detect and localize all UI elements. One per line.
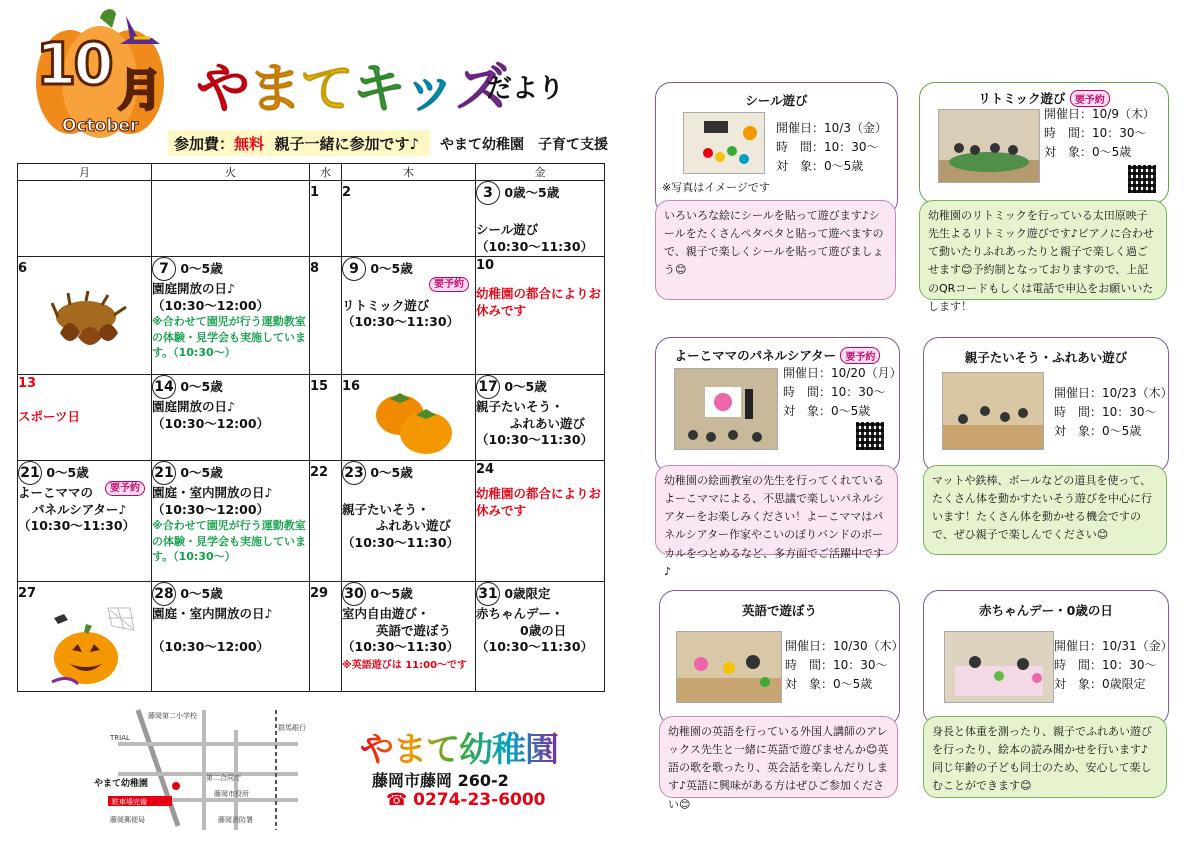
- day-number: 13: [18, 375, 37, 391]
- card-title: よーこママのパネルシアター: [674, 348, 836, 363]
- day-cell: [152, 460, 310, 581]
- day-number: 27: [18, 585, 37, 601]
- event-name: よーこママの: [18, 484, 94, 500]
- age-range: 0～5歳: [180, 378, 223, 394]
- day-cell: [152, 581, 310, 691]
- event-time: （10:30～11:30）: [476, 238, 594, 254]
- day-number-circled: 28: [152, 582, 176, 606]
- fee-text: [174, 133, 419, 154]
- event-name-line2: パネルシアター♪: [32, 501, 127, 517]
- card-info: [1054, 384, 1173, 442]
- card-date: 開催日：10/30（木）: [785, 639, 904, 653]
- event-name-line2: ふれあい遊び: [376, 518, 452, 534]
- event-card-rhythmic: [919, 82, 1169, 204]
- day-cell: [310, 374, 342, 460]
- age-range: 0～5歳: [370, 464, 413, 480]
- day-cell: [476, 581, 605, 691]
- day-number-circled: 7: [152, 257, 176, 281]
- day-cell-empty: [18, 181, 152, 257]
- day-number-circled: 9: [342, 257, 366, 281]
- logo-text: やまて幼稚園: [360, 730, 558, 770]
- day-cell: [310, 460, 342, 581]
- event-time: （10:30～11:30）: [476, 432, 594, 448]
- photo-caption: ※写真はイメージです: [662, 181, 770, 194]
- card-time: 時 間：10：30～: [785, 658, 888, 673]
- card-title: シール遊び: [745, 93, 808, 108]
- event-name-line2: ふれあい遊び: [510, 415, 586, 431]
- reservation-badge: 要予約: [840, 347, 880, 364]
- card-time: 時 間：10：30～: [1054, 658, 1157, 673]
- title-char: ッ: [402, 57, 455, 120]
- closed-notice: 幼稚園の都合によりお休みです: [476, 286, 602, 319]
- event-time: （10:30～11:30）: [342, 535, 460, 551]
- day-cell: [476, 374, 605, 460]
- map-label: 駐車場完備: [112, 798, 147, 806]
- fee-note: 親子一緒に参加です♪: [274, 135, 420, 153]
- event-card-panel-theater: [655, 337, 900, 473]
- event-name-line2: 0歳の日: [520, 622, 567, 638]
- holiday-name: スポーツ日: [18, 409, 81, 425]
- calendar-table: [17, 163, 605, 692]
- card-target: 対 象：0～5歳: [1044, 145, 1132, 160]
- qr-code-icon[interactable]: [1128, 165, 1156, 193]
- day-cell: [310, 256, 342, 374]
- weekday-fri: 金: [476, 164, 605, 181]
- title-char: て: [300, 57, 352, 120]
- newsletter-title: [196, 46, 507, 123]
- day-cell: [342, 374, 476, 460]
- phone-icon: ☎: [386, 790, 408, 810]
- map-label: 藤岡市役所: [214, 790, 249, 798]
- school-label: やまて幼稚園 子育て支援: [440, 137, 608, 153]
- event-name: 園庭・室内開放の日♪: [152, 484, 273, 500]
- fee-label: 参加費：: [174, 135, 235, 153]
- day-cell-empty: [152, 181, 310, 257]
- day-cell: [152, 256, 310, 374]
- map-label: 第二合同庁: [206, 774, 241, 782]
- day-cell: [476, 460, 605, 581]
- age-range: 0～5歳: [46, 464, 89, 480]
- card-time: 時 間：10：30～: [1054, 405, 1157, 420]
- card-date: 開催日：10/20（月）: [783, 366, 902, 380]
- day-cell: [342, 460, 476, 581]
- day-cell: [152, 374, 310, 460]
- day-cell: [18, 460, 152, 581]
- sticker-photo: [683, 112, 765, 174]
- age-range: 0～5歳: [370, 585, 413, 601]
- card-description: マットや鉄棒、ボールなどの道具を使って、たくさん体を動かすたいそう遊びを中心に行います！たくさん体を動かせる機会ですので、ぜひ親子で楽しんでください😊: [923, 465, 1167, 555]
- map-label: 群馬銀行: [278, 724, 306, 732]
- day-cell: [342, 256, 476, 374]
- reservation-badge: 要予約: [105, 481, 145, 497]
- map-label: やまて幼稚園: [94, 779, 149, 789]
- age-range: 0～5歳: [370, 260, 413, 276]
- phone-number: 0274-23-6000: [413, 790, 546, 810]
- reservation-badge: 要予約: [1070, 90, 1110, 107]
- map-label: 藤岡郵便局: [110, 816, 145, 824]
- day-cell: [18, 581, 152, 691]
- day-number-circled: 17: [476, 375, 500, 399]
- day-number: 22: [310, 464, 329, 480]
- day-cell: [476, 256, 605, 374]
- card-description: 幼稚園のリトミックを行っている太田原映子先生よるリトミック遊びです♪ピアノに合わせて動いたりふれあったりと親子で楽しく過ごせます😊予約制となっておりますので、上記のQRコードもしくは電話で申込をお願いいたします！: [919, 200, 1167, 300]
- event-card-english: [659, 590, 904, 726]
- card-title: リトミック遊び: [978, 91, 1066, 106]
- event-time: （10:30～11:30）: [18, 518, 136, 534]
- age-range: 0～5歳: [180, 260, 223, 276]
- weekday-wed: 水: [310, 164, 342, 181]
- english-photo: [676, 631, 782, 703]
- map-label: TRIAL: [110, 734, 130, 742]
- qr-code-icon[interactable]: [856, 422, 884, 450]
- month-number: 10: [36, 30, 111, 98]
- day-cell: [18, 256, 152, 374]
- fee-value: 無料: [234, 135, 265, 153]
- age-range: 0歳～5歳: [504, 185, 560, 200]
- map-label: 藤岡消防署: [218, 816, 253, 824]
- access-map: [94, 710, 306, 830]
- title-char: キ: [352, 57, 403, 120]
- event-time: （10:30～12:00）: [152, 415, 270, 431]
- day-number-circled: 21: [152, 461, 176, 485]
- event-time: （10:30～11:30）: [342, 639, 460, 655]
- day-number: 24: [476, 461, 495, 477]
- day-number: 8: [310, 260, 320, 276]
- card-title-wrap: [656, 346, 899, 364]
- card-target: 対 象：0～5歳: [783, 404, 871, 419]
- event-time: （10:30～11:30）: [342, 314, 460, 330]
- day-number: 16: [342, 378, 361, 394]
- card-info: [785, 637, 904, 695]
- weekday-tue: 火: [152, 164, 310, 181]
- event-card-exercise: [923, 337, 1173, 473]
- event-name: シール遊び: [476, 221, 539, 237]
- reservation-badge: 要予約: [429, 277, 469, 293]
- school-phone: [386, 790, 546, 810]
- event-name: 園庭開放の日♪: [152, 280, 235, 296]
- card-target: 対 象：0歳限定: [1054, 677, 1146, 692]
- school-address: 藤岡市藤岡 260-2: [372, 771, 509, 790]
- weekday-thu: 木: [342, 164, 476, 181]
- day-number: 6: [18, 260, 28, 276]
- event-note: ※合わせて園児が行う運動教室の体験・見学会も実施しています。（10:30～）: [152, 519, 306, 564]
- event-note: ※英語遊びは 11:00～です: [342, 660, 468, 672]
- day-number-circled: 31: [476, 582, 500, 606]
- event-name: 赤ちゃんデー・: [476, 605, 564, 621]
- calendar-week-4: [18, 460, 605, 581]
- event-card-baby-day: [923, 590, 1173, 726]
- day-number: 10: [476, 257, 495, 273]
- calendar-week-1: [18, 181, 605, 257]
- age-range: 0歳限定: [504, 585, 551, 601]
- school-logo: [360, 722, 558, 771]
- card-target: 対 象：0～5歳: [1054, 424, 1142, 439]
- exercise-photo: [942, 372, 1044, 450]
- panel-theater-photo: [674, 368, 778, 450]
- event-name-line2: 英語で遊ぼう: [376, 622, 452, 638]
- rhythmic-photo: [938, 109, 1040, 183]
- title-suffix: だより: [486, 74, 565, 104]
- card-info: [1054, 637, 1173, 695]
- day-number-circled: 21: [18, 461, 42, 485]
- day-cell: [476, 181, 605, 257]
- calendar-week-5: [18, 581, 605, 691]
- persimmon-icon: [370, 383, 460, 455]
- card-target: 対 象：0～5歳: [776, 159, 864, 174]
- weekday-mon: 月: [18, 164, 152, 181]
- age-range: 0～5歳: [180, 585, 223, 601]
- chestnut-icon: [40, 293, 130, 353]
- map-label: 藤岡第二小学校: [148, 712, 197, 720]
- day-cell: [342, 581, 476, 691]
- card-date: 開催日：10/31（金）: [1054, 639, 1173, 653]
- day-cell: [310, 181, 342, 257]
- card-date: 開催日：10/23（木）: [1054, 386, 1173, 400]
- month-english: October: [62, 116, 139, 136]
- event-name: 園庭・室内開放の日♪: [152, 605, 273, 621]
- event-name: リトミック遊び: [342, 297, 430, 313]
- age-range: 0～5歳: [504, 378, 547, 394]
- card-info: [783, 364, 902, 422]
- day-number: 1: [310, 185, 320, 200]
- calendar-week-2: [18, 256, 605, 374]
- day-number: 2: [342, 185, 352, 200]
- event-card-sticker: [655, 82, 898, 216]
- day-number: 15: [310, 378, 329, 394]
- event-note: ※合わせて園児が行う運動教室の体験・見学会も実施しています。（10:30～）: [152, 315, 306, 360]
- baby-day-photo: [944, 631, 1054, 703]
- event-name: 親子たいそう・: [342, 501, 430, 517]
- card-description: 身長と体重を測ったり、親子でふれあい遊びを行ったり、絵本の読み聞かせを行います♪同じ年齢の子ども同士のため、安心して楽しむことができます😊: [923, 716, 1167, 798]
- closed-notice: 幼稚園の都合によりお休みです: [476, 486, 602, 519]
- day-cell: [342, 181, 476, 257]
- event-name: 親子たいそう・: [476, 398, 564, 414]
- event-name: 室内自由遊び・: [342, 605, 430, 621]
- day-number-circled: 30: [342, 582, 366, 606]
- jack-o-lantern-icon: [38, 604, 138, 688]
- event-time: （10:30～12:00）: [152, 297, 270, 313]
- card-info: [1044, 105, 1155, 163]
- month-unit: 月: [118, 65, 162, 116]
- calendar-week-3: [18, 374, 605, 460]
- day-cell: [310, 581, 342, 691]
- title-char: ズ: [454, 57, 507, 120]
- card-info: [776, 119, 887, 177]
- card-description: 幼稚園の英語を行っている外国人講師のアレックス先生と一緒に英語で遊びませんか😊英語の歌を歌ったり、英会話を楽しんだりします♪英語に興味がある方はぜひご参加ください😊: [659, 716, 898, 798]
- day-cell: [18, 374, 152, 460]
- event-time: （10:30～12:00）: [152, 639, 270, 655]
- title-char: や: [196, 57, 248, 120]
- card-date: 開催日：10/3（金）: [776, 121, 887, 135]
- event-time: （10:30～11:30）: [476, 639, 594, 655]
- day-number-circled: 23: [342, 461, 366, 485]
- day-number: 29: [310, 585, 329, 601]
- card-time: 時 間：10：30～: [783, 385, 886, 400]
- card-description: 幼稚園の絵画教室の先生を行ってくれているよーこママによる、不思議で楽しいパネルシアターをお楽しみください！よーこママはパネルシアター作家やこいのぼりバンドのボーカルをつとめるなど、多方面でご活躍中です♪: [655, 465, 898, 555]
- card-title: 親子たいそう・ふれあい遊び: [964, 350, 1128, 365]
- card-time: 時 間：10：30～: [776, 140, 879, 155]
- day-number-circled: 3: [476, 181, 500, 205]
- card-title: 英語で遊ぼう: [741, 603, 817, 618]
- card-time: 時 間：10：30～: [1044, 126, 1147, 141]
- event-name: 園庭開放の日♪: [152, 398, 235, 414]
- calendar-header-row: [18, 164, 605, 181]
- card-title: 赤ちゃんデー・0歳の日: [979, 603, 1113, 618]
- age-range: 0～5歳: [180, 464, 223, 480]
- day-number-circled: 14: [152, 375, 176, 399]
- title-char: ま: [248, 57, 300, 120]
- card-target: 対 象：0～5歳: [785, 677, 873, 692]
- card-date: 開催日：10/9（木）: [1044, 107, 1155, 121]
- event-time: （10:30～12:00）: [152, 501, 270, 517]
- card-description: いろいろな絵にシールを貼って遊びます♪シールをたくさんペタペタと貼って遊べますので、親子で楽しくシールを貼って遊びましょう😊: [655, 200, 896, 300]
